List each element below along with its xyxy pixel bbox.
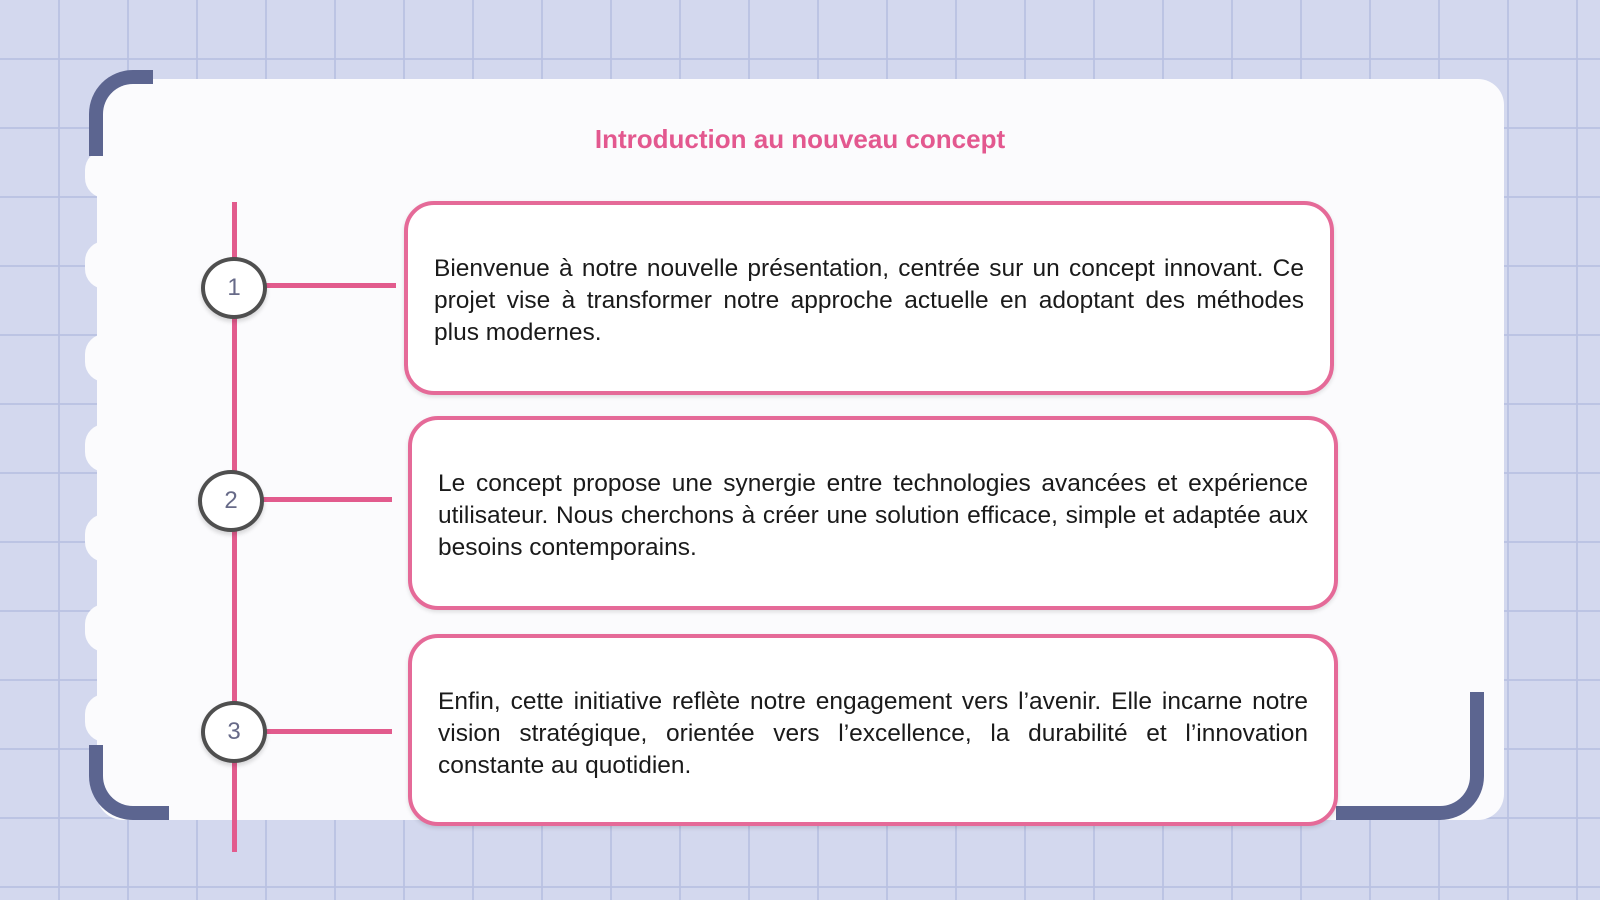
step-number-circle (198, 470, 264, 532)
step-connector (266, 283, 396, 288)
step-text-box (408, 634, 1338, 826)
step-text: Enfin, cette initiative reflète notre engagement vers l’avenir. Elle incarne notre vision stratégique, orientée vers l’excellence, la durabilité et l’innovation constante au quotidien. (438, 688, 1308, 779)
step-text-box (404, 201, 1334, 395)
notebook-scallop (85, 241, 125, 289)
notebook-scallop (85, 694, 125, 742)
corner-bracket-top-left (89, 70, 153, 156)
step-number-circle (201, 701, 267, 763)
step-connector (266, 729, 392, 734)
step-number-circle (201, 257, 267, 319)
notebook-scallop (85, 424, 125, 472)
notebook-scallop (85, 604, 125, 652)
step-text-box (408, 416, 1338, 610)
corner-bracket-bottom-right (1336, 692, 1484, 820)
slide-title: Introduction au nouveau concept (594, 124, 1006, 154)
notebook-scallop (85, 150, 125, 198)
step-number: 3 (227, 718, 241, 745)
step-text: Le concept propose une synergie entre technologies avancées et expérience utilisateur. Nous cherchons à créer une solution efficace, simple et adaptée aux besoins contemporains. (438, 470, 1308, 561)
notebook-scallop (85, 514, 125, 562)
step-number: 2 (224, 487, 238, 514)
step-connector (262, 497, 392, 502)
step-number: 1 (227, 274, 241, 301)
step-text: Bienvenue à notre nouvelle présentation, centrée sur un concept innovant. Ce projet vise à transformer notre approche actuelle en adoptant des méthodes plus modernes. (434, 255, 1304, 346)
notebook-scallop (85, 334, 125, 382)
